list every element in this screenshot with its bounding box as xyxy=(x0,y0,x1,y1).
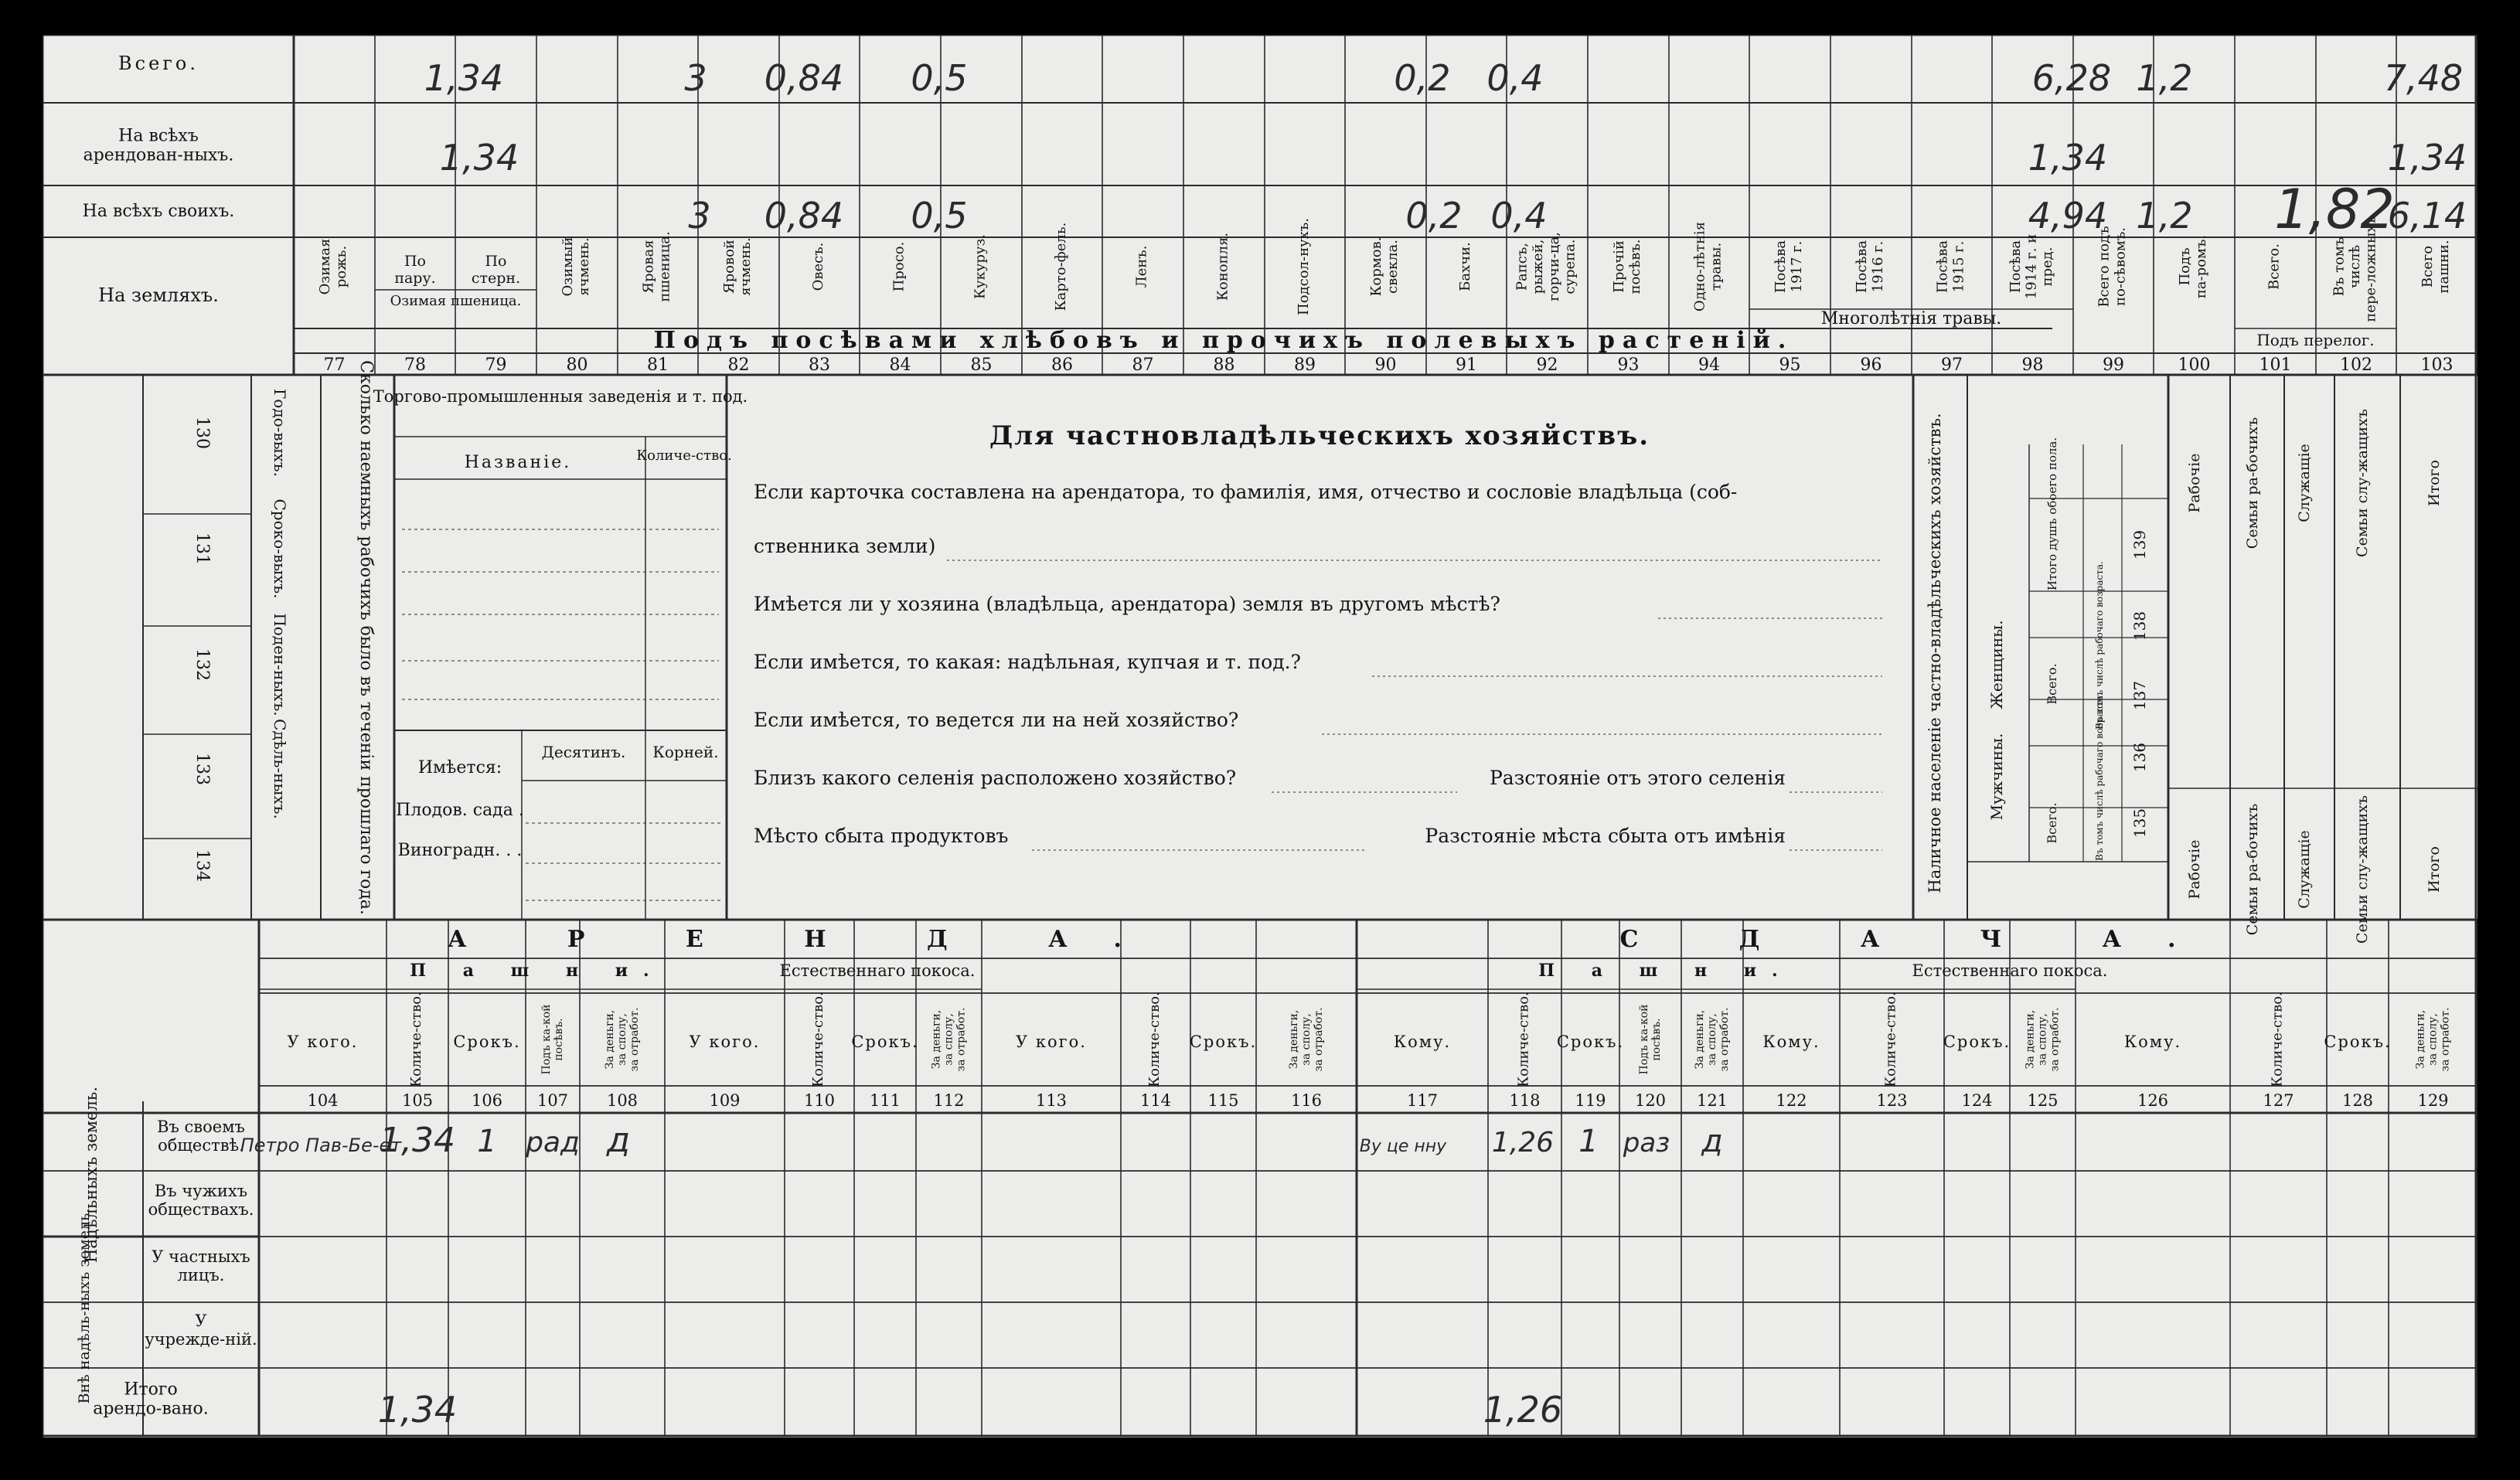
column-number: 104 xyxy=(307,1091,339,1110)
vertical-note: Сколько наемныхъ рабочихъ было въ теченіи прошлаго года. xyxy=(356,360,376,915)
column-number: 139 xyxy=(2130,529,2149,560)
column-number: 99 xyxy=(2103,356,2124,375)
column-label: Итого xyxy=(2426,460,2443,506)
header-text: Прочійпосѣвъ. xyxy=(1611,239,1643,294)
handwritten-value: 6,28 xyxy=(2031,57,2112,99)
row-label: На всѣхъ своихъ. xyxy=(82,202,235,221)
cell-text: Разстояніе мѣста сбыта отъ имѣнія xyxy=(1425,825,1786,847)
cell-text: Близъ какого селенія расположено хозяйство? xyxy=(754,767,1237,789)
header-text: Бахчи. xyxy=(1457,242,1473,291)
row-label: Въ своемъ обществѣ. xyxy=(157,1117,245,1155)
section-title: А Р Е Н Д А. xyxy=(448,926,1168,953)
header-text: За деньги,за сполу,за отработ. xyxy=(2024,1007,2062,1072)
cell-text: Мѣсто сбыта продуктовъ xyxy=(754,825,1009,847)
column-label: У кого. xyxy=(1016,1033,1087,1051)
handwritten-value: 0,2 xyxy=(1405,195,1463,236)
header-text: Конопля. xyxy=(1214,232,1231,301)
column-label: Срокъ. xyxy=(1189,1033,1258,1051)
column-number: 83 xyxy=(809,356,830,375)
column-number: 92 xyxy=(1536,356,1558,375)
cell-text: Имѣется ли у хозяина (владѣльца, арендатора) земля въ другомъ мѣстѣ? xyxy=(754,593,1500,615)
handwritten-value: 4,94 xyxy=(2028,195,2108,236)
column-number: 82 xyxy=(727,356,750,375)
header-text: Овесъ. xyxy=(810,242,826,291)
column-label: Поден-ныхъ. xyxy=(271,613,289,716)
header-text: Всего подъпо-сѣвомъ. xyxy=(2096,226,2129,308)
header-text: За деньги,за сполу,за отработ. xyxy=(930,1007,968,1072)
header-text: Подъ ка-койпосѣвъ. xyxy=(540,1004,566,1075)
cell-text: Естественнаго покоса. xyxy=(779,961,976,980)
column-number: 84 xyxy=(889,356,911,375)
header-text: За деньги,за сполу,за отработ. xyxy=(1287,1007,1326,1072)
header-text: Яровойячмень. xyxy=(721,237,754,296)
column-number: 91 xyxy=(1456,356,1477,375)
cell-text: Мужчины. xyxy=(1987,733,2006,821)
handwritten-value: 1,34 xyxy=(380,1121,455,1160)
column-number: 103 xyxy=(2420,356,2454,375)
column-label: Срокъ. xyxy=(851,1033,919,1051)
column-number: 81 xyxy=(647,356,669,375)
handwritten-value: 1,26 xyxy=(1483,1389,1563,1431)
handwritten-value: 1,34 xyxy=(439,137,519,179)
section-title: Для частновладѣльческихъ хозяйствъ. xyxy=(989,420,1650,451)
header-text: Карто-фель. xyxy=(1053,222,1069,311)
handwritten-value: раз xyxy=(1623,1128,1670,1158)
header-text: Количе-ство. xyxy=(2269,992,2286,1087)
column-number: 112 xyxy=(933,1091,965,1110)
column-label: Кому. xyxy=(1393,1033,1452,1051)
cell-text: Если имѣется, то ведется ли на ней хозяйство? xyxy=(754,709,1239,731)
header-text: Яроваяпшеница. xyxy=(640,231,673,302)
column-number: 111 xyxy=(869,1091,901,1110)
group-label: Внѣ надѣль-ныхъ земель. xyxy=(76,1208,93,1404)
cell-text: П а ш н и. xyxy=(410,961,665,981)
column-number: 126 xyxy=(2137,1091,2169,1110)
header-text: Подсол-нухъ. xyxy=(1296,218,1312,315)
cell-text: Торгово-промышленныя заведенія и т. под. xyxy=(373,387,748,406)
cell-text: Плодов. сада . xyxy=(396,801,524,820)
column-label: Семьи ра-бочихъ xyxy=(2244,417,2261,549)
handwritten-value: 0,5 xyxy=(911,57,968,99)
column-number: 95 xyxy=(1779,356,1801,375)
column-label: Служащіе xyxy=(2296,830,2313,909)
column-label: Срокъ. xyxy=(453,1033,521,1051)
header-text: Просо. xyxy=(891,241,908,292)
header-text: Кормов.свекла. xyxy=(1368,236,1401,297)
handwritten-value: д xyxy=(606,1121,631,1160)
handwritten-value: 0,5 xyxy=(911,195,968,236)
column-number: 121 xyxy=(1696,1091,1728,1110)
column-number: 97 xyxy=(1941,356,1963,375)
column-number: 87 xyxy=(1132,356,1154,375)
handwritten-value: 6,14 xyxy=(2387,195,2467,236)
column-number: 130 xyxy=(192,417,212,449)
handwritten-value: 1,34 xyxy=(2387,137,2467,179)
header-text: Въ томъчислѣпере-ложныхъ. xyxy=(2331,211,2379,322)
header-text: Количе-ство. xyxy=(1882,992,1899,1087)
header-text: Посѣва1917 г. xyxy=(1773,240,1805,294)
column-number: 124 xyxy=(1961,1091,1993,1110)
column-number: 127 xyxy=(2263,1091,2294,1110)
column-label: Срокъ. xyxy=(2324,1033,2392,1051)
column-number: 107 xyxy=(536,1091,569,1110)
header-text: Кукуруз. xyxy=(972,233,989,300)
handwritten-value: 0,4 xyxy=(1490,195,1548,236)
cell-text: Всего. xyxy=(2045,802,2059,844)
header-text: Всего. xyxy=(2266,243,2283,290)
column-label: Семьи слу-жащихъ xyxy=(2354,795,2371,944)
column-number: 105 xyxy=(401,1091,434,1110)
column-number: 128 xyxy=(2341,1091,2374,1110)
handwritten-value: д xyxy=(1701,1124,1723,1159)
column-number: 96 xyxy=(1860,356,1882,375)
column-number: 132 xyxy=(192,648,212,681)
header-text: За деньги,за сполу,за отработ. xyxy=(603,1007,642,1072)
handwritten-value: 1,82 xyxy=(2274,178,2395,241)
handwritten-value: 3 xyxy=(684,57,707,99)
cell-text: Виноградн. . . xyxy=(397,841,523,860)
column-number: 88 xyxy=(1213,356,1235,375)
column-number: 100 xyxy=(2178,356,2211,375)
header-text: За деньги,за сполу,за отработ. xyxy=(2414,1007,2452,1072)
cell-text: Озимая пшеница. xyxy=(390,293,522,309)
header-text: Одно-лѣтніятравы. xyxy=(1691,221,1725,312)
column-number: 94 xyxy=(1698,356,1720,375)
handwritten-value: 0,2 xyxy=(1394,57,1451,99)
column-label: Годо-выхъ. xyxy=(271,389,289,477)
column-number: 120 xyxy=(1634,1091,1667,1110)
column-label: У кого. xyxy=(689,1033,761,1051)
row-label: У частныхъ лицъ. xyxy=(152,1247,250,1285)
column-label: Итого xyxy=(2426,846,2443,893)
handwritten-value: 1,34 xyxy=(377,1389,458,1431)
group-label: Надѣльныхъ земель. xyxy=(82,1087,100,1263)
column-number: 123 xyxy=(1876,1091,1908,1110)
column-label: Кому. xyxy=(1762,1033,1820,1051)
handwritten-value: Ву це нну xyxy=(1359,1137,1447,1156)
column-number: 122 xyxy=(1776,1091,1807,1110)
cell-text: Естественнаго покоса. xyxy=(1912,961,2108,980)
cell-text: Въ томъ числѣ рабочаго возраста. xyxy=(2094,561,2105,730)
census-card xyxy=(43,35,2477,1437)
cell-text: Женщины. xyxy=(1987,620,2006,709)
handwritten-value: 3 xyxy=(688,195,711,236)
cell-text: Количе-ство. xyxy=(636,447,732,464)
column-number: 116 xyxy=(1290,1091,1323,1110)
cell-text: Если имѣется, то какая: надѣльная, купчая и т. под.? xyxy=(754,651,1301,673)
column-number: 118 xyxy=(1509,1091,1541,1110)
column-number: 138 xyxy=(2130,611,2149,641)
row-label: На всѣхъ арендован-ныхъ. xyxy=(83,126,234,165)
header-text: Подъпа-ромъ. xyxy=(2177,234,2209,299)
column-number: 77 xyxy=(323,356,346,375)
banner: Подъ посѣвами хлѣбовъ и прочихъ полевыхъ растеній. xyxy=(653,327,1794,354)
column-number: 108 xyxy=(606,1091,639,1110)
column-label: Рабочіе xyxy=(2186,839,2203,900)
row-label: Всего. xyxy=(118,53,199,74)
column-label: Семьи слу-жащихъ xyxy=(2354,409,2371,557)
column-label: Срокъ. xyxy=(1556,1033,1625,1051)
header-text: Подъ ка-койпосѣвъ. xyxy=(1637,1004,1664,1075)
cell-text: Въ томъ числѣ рабочаго возраста. xyxy=(2094,692,2105,861)
header-text: Всегопашни. xyxy=(2420,240,2452,294)
column-number: 79 xyxy=(485,356,507,375)
column-number: 110 xyxy=(803,1091,836,1110)
cell-text: Названіе. xyxy=(464,453,572,472)
column-number: 98 xyxy=(2021,356,2044,375)
header-text: Количе-ство. xyxy=(408,992,424,1087)
column-number: 114 xyxy=(1139,1091,1172,1110)
cell-text: ственника земли) xyxy=(754,535,936,557)
header-text: Посѣва1915 г. xyxy=(1934,240,1967,294)
handwritten-value: Петро Пав-Бе-ет xyxy=(240,1135,402,1156)
column-number: 90 xyxy=(1374,356,1397,375)
cell-text: Имѣется: xyxy=(417,758,502,777)
cell-text: Разстояніе отъ этого селенія xyxy=(1489,767,1786,789)
column-number: 119 xyxy=(1575,1091,1606,1110)
column-number: 93 xyxy=(1617,356,1640,375)
column-number: 117 xyxy=(1406,1091,1439,1110)
column-number: 129 xyxy=(2417,1091,2449,1110)
cell-text: Всего. xyxy=(2045,663,2059,705)
row-label: У учрежде-ній. xyxy=(145,1311,257,1349)
column-label: Сдѣль-ныхъ. xyxy=(271,719,289,819)
cell-text: Корней. xyxy=(652,743,719,761)
column-label: Кому. xyxy=(2123,1033,2182,1051)
header-text: Количе-ство. xyxy=(1515,992,1532,1087)
header-text: Количе-ство. xyxy=(810,992,826,1087)
column-label: У кого. xyxy=(287,1033,359,1051)
cell-text: Подъ перелог. xyxy=(2256,331,2375,349)
handwritten-value: 1,26 xyxy=(1491,1127,1555,1158)
column-label: Семьи ра-бочихъ xyxy=(2244,803,2261,936)
column-number: 137 xyxy=(2130,680,2149,711)
handwritten-value: 1 xyxy=(477,1124,497,1159)
column-number: 78 xyxy=(404,356,426,375)
section-title: С Д А Ч А. xyxy=(1619,926,2222,953)
column-number: 135 xyxy=(2130,808,2149,839)
column-number: 131 xyxy=(192,532,212,565)
column-number: 113 xyxy=(1035,1091,1068,1110)
vertical-title: Наличное населеніе частно-владѣльческихъ хозяйствъ. xyxy=(1926,413,1944,893)
column-number: 85 xyxy=(970,356,993,375)
row-label: Итого арендо-вано. xyxy=(93,1380,209,1419)
header-text: По пару. xyxy=(394,253,436,287)
header-text: Рапсъ,рыжей,горчи-ца,сурепа. xyxy=(1514,232,1578,301)
header-text: Количе-ство. xyxy=(1146,992,1163,1087)
cell-text: П а ш н и. xyxy=(1538,961,1793,981)
column-label: Сроко-выхъ. xyxy=(271,498,289,599)
column-number: 80 xyxy=(566,356,588,375)
row-label: Въ чужихъ обществахъ. xyxy=(148,1181,254,1220)
header-text: Ленъ. xyxy=(1133,245,1150,288)
handwritten-value: 1,2 xyxy=(2136,57,2193,99)
column-number: 134 xyxy=(192,849,212,882)
handwritten-value: 1,2 xyxy=(2136,195,2193,236)
column-number: 101 xyxy=(2259,356,2292,375)
handwritten-value: рад xyxy=(526,1127,580,1158)
header-text: По стерн. xyxy=(471,253,521,287)
handwritten-value: 0,4 xyxy=(1486,57,1544,99)
header-text: Озимаярожь. xyxy=(317,238,349,295)
row-label: На земляхъ. xyxy=(98,284,219,306)
column-label: Служащіе xyxy=(2296,444,2313,522)
column-label: Рабочіе xyxy=(2186,453,2203,513)
column-number: 102 xyxy=(2340,356,2372,375)
header-text: Озимыйячмень. xyxy=(560,236,592,297)
cell-text: Если карточка составлена на арендатора, то фамилія, имя, отчество и сословіе владѣльца (соб- xyxy=(754,481,1738,503)
column-number: 136 xyxy=(2130,742,2149,773)
handwritten-value: 1,34 xyxy=(424,57,504,99)
handwritten-value: 7,48 xyxy=(2383,57,2464,99)
column-number: 115 xyxy=(1207,1091,1239,1110)
handwritten-value: 1,34 xyxy=(2028,137,2108,179)
column-number: 89 xyxy=(1294,356,1316,375)
header-text: Посѣва1916 г. xyxy=(1854,240,1886,294)
cell-text: Итого душъ обоего пола. xyxy=(2045,437,2059,591)
column-number: 125 xyxy=(2027,1091,2059,1110)
cell-text: Многолѣтнія травы. xyxy=(1820,309,2002,328)
header-text: За деньги,за сполу,за отработ. xyxy=(1693,1007,1732,1072)
column-number: 86 xyxy=(1051,356,1073,375)
column-number: 106 xyxy=(471,1091,503,1110)
column-number: 109 xyxy=(709,1091,741,1110)
column-label: Срокъ. xyxy=(1943,1033,2011,1051)
handwritten-value: 0,84 xyxy=(764,195,844,236)
column-number: 133 xyxy=(192,753,212,785)
handwritten-value: 1 xyxy=(1578,1124,1599,1159)
cell-text: Десятинъ. xyxy=(541,743,626,761)
header-text: Посѣва1914 г. ипред. xyxy=(2007,233,2056,300)
handwritten-value: 0,84 xyxy=(764,57,844,99)
